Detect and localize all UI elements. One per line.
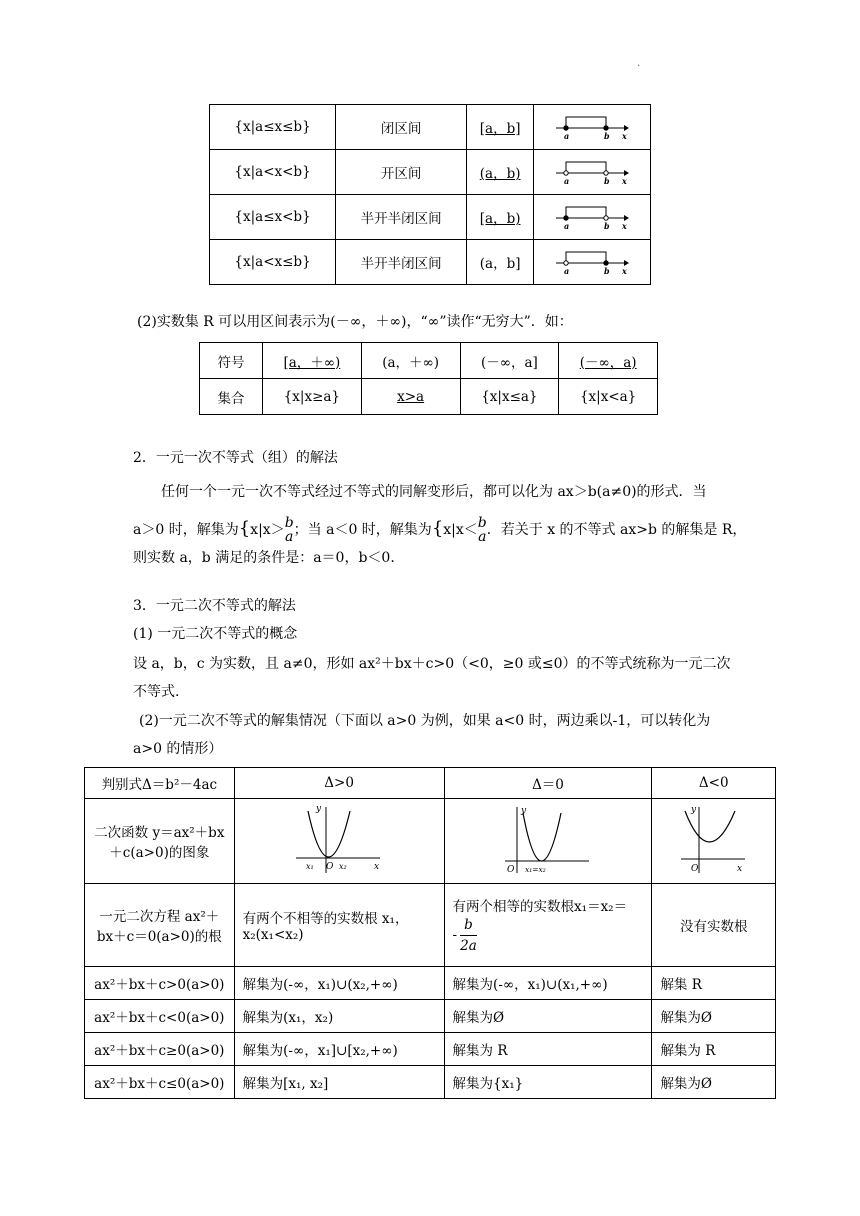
symbol-row [200, 343, 658, 379]
discriminant-header: 判别式Δ＝b²－4ac [85, 768, 235, 799]
solution-eq: 解集为(-∞，x₁)∪(x₁,+∞) [444, 967, 652, 1000]
open-endpoint [564, 261, 568, 265]
graph-y-label: y [520, 806, 527, 816]
number-line-graph [552, 245, 632, 275]
solution-eq: 解集为{x₁} [444, 1066, 652, 1099]
section3-title: 3．一元二次不等式的解法 [133, 598, 296, 614]
graph-x-label: x [374, 862, 380, 872]
solution-lt: 解集 R [652, 967, 776, 1000]
set-header: 集合 [200, 379, 263, 415]
set-cell: {x|x<a} [559, 379, 658, 415]
interval-notation: [a，b) [467, 195, 534, 240]
set-cell: {x|x≤a} [460, 379, 559, 415]
axis-label-x: x [622, 176, 627, 185]
interval-table [209, 104, 651, 285]
graph-one-root [444, 799, 652, 884]
axis-label-b: b [604, 266, 610, 275]
closed-endpoint [604, 126, 608, 130]
delta-eq-header: Δ＝0 [444, 768, 652, 799]
number-line-graph [552, 110, 632, 140]
interval-set: {x|a<x<b} [210, 150, 336, 195]
axis-label-b: b [604, 131, 610, 140]
interval-row [210, 195, 651, 240]
number-line [534, 240, 651, 285]
interval-row [210, 240, 651, 285]
delta-lt-header: Δ<0 [652, 768, 776, 799]
infinity-interval-table [199, 342, 658, 415]
open-endpoint [604, 171, 608, 175]
solution-label: ax²＋bx＋c≤0(a>0) [85, 1066, 235, 1099]
axis-label-b: b [604, 221, 610, 230]
axis-label-x: x [622, 221, 627, 230]
real-set-paragraph: (2)实数集 R 可以用区间表示为(－∞，＋∞)，“∞”读作“无穷大”．如： [137, 314, 573, 330]
discriminant-row [85, 768, 776, 799]
axis-label-b: b [604, 176, 610, 185]
closed-endpoint [564, 126, 568, 130]
graph-two-roots [234, 799, 444, 884]
graph-origin: O [690, 864, 699, 874]
graph-x-label: x [736, 864, 742, 874]
solution-row [85, 1033, 776, 1066]
closed-endpoint [604, 261, 608, 265]
section2-line3: 则实数 a，b 满足的条件是：a＝0，b＜0. [133, 550, 395, 566]
symbol-cell: (a，＋∞) [361, 343, 460, 379]
interval-notation: [a，b] [467, 105, 534, 150]
parabola-no-root-graph [679, 803, 749, 875]
open-endpoint [604, 216, 608, 220]
parabola-one-root-graph [503, 803, 593, 875]
number-line [534, 195, 651, 240]
root-one: 有两个相等的实数根x₁＝x₂＝ - b 2a [444, 884, 652, 967]
solution-gt: 解集为(-∞，x₁)∪(x₂,+∞) [234, 967, 444, 1000]
page-dot: . [637, 58, 641, 69]
parabola-two-roots-graph [294, 803, 384, 875]
graph-x1: x₁ [306, 862, 314, 871]
solution-lt: 解集为Ø [652, 1066, 776, 1099]
section2-line2: a＞0 时，解集为{x|x＞b a；当 a＜0 时，解集为{x|x＜b a．若关于 x 的不等式 ax>b 的解集是 R， [133, 515, 747, 545]
solution-eq: 解集为Ø [444, 1000, 652, 1033]
axis-label-a: a [564, 266, 570, 275]
solution-gt: 解集为[x₁, x₂] [234, 1066, 444, 1099]
graph-label: 二次函数 y＝ax²＋bx ＋c(a>0)的图象 [85, 799, 235, 884]
root-label: 一元二次方程 ax²＋ bx＋c＝0(a>0)的根 [85, 884, 235, 967]
symbol-cell: (－∞，a) [559, 343, 658, 379]
set-cell: {x|x≥a} [263, 379, 362, 415]
interval-set: {x|a<x≤b} [210, 240, 336, 285]
symbol-cell: [a，＋∞) [263, 343, 362, 379]
axis-label-a: a [564, 176, 570, 185]
solution-label: ax²＋bx＋c>0(a>0) [85, 967, 235, 1000]
solution-lt: 解集为Ø [652, 1000, 776, 1033]
number-line [534, 105, 651, 150]
section2-title: 2．一元一次不等式（组）的解法 [133, 450, 338, 466]
section3-def1: 设 a，b，c 为实数，且 a≠0，形如 ax²＋bx＋c>0（<0，≥0 或≤0）的不等式统称为一元二次 [133, 656, 731, 672]
quadratic-table [84, 767, 776, 1099]
graph-origin: O [326, 862, 334, 872]
interval-name: 半开半闭区间 [336, 240, 467, 285]
set-row [200, 379, 658, 415]
graph-origin: O [506, 865, 515, 875]
axis-label-x: x [622, 131, 627, 140]
number-line [534, 150, 651, 195]
closed-endpoint [564, 216, 568, 220]
graph-double-root: x₁=x₂ [524, 865, 546, 874]
set-cell: x>a [361, 379, 460, 415]
graph-x2: x₂ [339, 862, 347, 871]
axis-label-x: x [622, 266, 627, 275]
interval-set: {x|a≤x≤b} [210, 105, 336, 150]
interval-name: 开区间 [336, 150, 467, 195]
section2-line1: 任何一个一元一次不等式经过不等式的同解变形后，都可以化为 ax＞b(a≠0)的形式．当 [161, 484, 707, 500]
section3-sub2b: a>0 的情形） [133, 741, 223, 757]
solution-eq: 解集为 R [444, 1033, 652, 1066]
interval-notation: (a，b] [467, 240, 534, 285]
interval-name: 半开半闭区间 [336, 195, 467, 240]
solution-label: ax²＋bx＋c≥0(a>0) [85, 1033, 235, 1066]
interval-row [210, 105, 651, 150]
root-none: 没有实数根 [652, 884, 776, 967]
open-endpoint [564, 171, 568, 175]
symbol-header: 符号 [200, 343, 263, 379]
section3-def2: 不等式. [133, 684, 180, 700]
graph-row [85, 799, 776, 884]
root-two: 有两个不相等的实数根 x₁， x₂(x₁<x₂) [234, 884, 444, 967]
symbol-cell: (－∞，a] [460, 343, 559, 379]
solution-gt: 解集为(-∞，x₁]∪[x₂,+∞) [234, 1033, 444, 1066]
interval-name: 闭区间 [336, 105, 467, 150]
section3-sub1: (1) 一元二次不等式的概念 [133, 626, 298, 642]
solution-gt: 解集为(x₁，x₂) [234, 1000, 444, 1033]
section3-sub2a: (2)一元二次不等式的解集情况（下面以 a>0 为例，如果 a<0 时，两边乘以-1，可以转化为 [139, 713, 711, 729]
interval-row [210, 150, 651, 195]
solution-row [85, 1000, 776, 1033]
interval-set: {x|a≤x<b} [210, 195, 336, 240]
solution-label: ax²＋bx＋c<0(a>0) [85, 1000, 235, 1033]
solution-row [85, 1066, 776, 1099]
graph-y-label: y [690, 805, 696, 815]
axis-label-a: a [564, 221, 570, 230]
root-row [85, 884, 776, 967]
number-line-graph [552, 200, 632, 230]
solution-lt: 解集为 R [652, 1033, 776, 1066]
graph-no-root [652, 799, 776, 884]
number-line-graph [552, 155, 632, 185]
interval-notation: (a，b) [467, 150, 534, 195]
solution-row [85, 967, 776, 1000]
delta-gt-header: Δ>0 [234, 768, 444, 799]
graph-y-label: y [316, 804, 322, 814]
axis-label-a: a [564, 131, 570, 140]
